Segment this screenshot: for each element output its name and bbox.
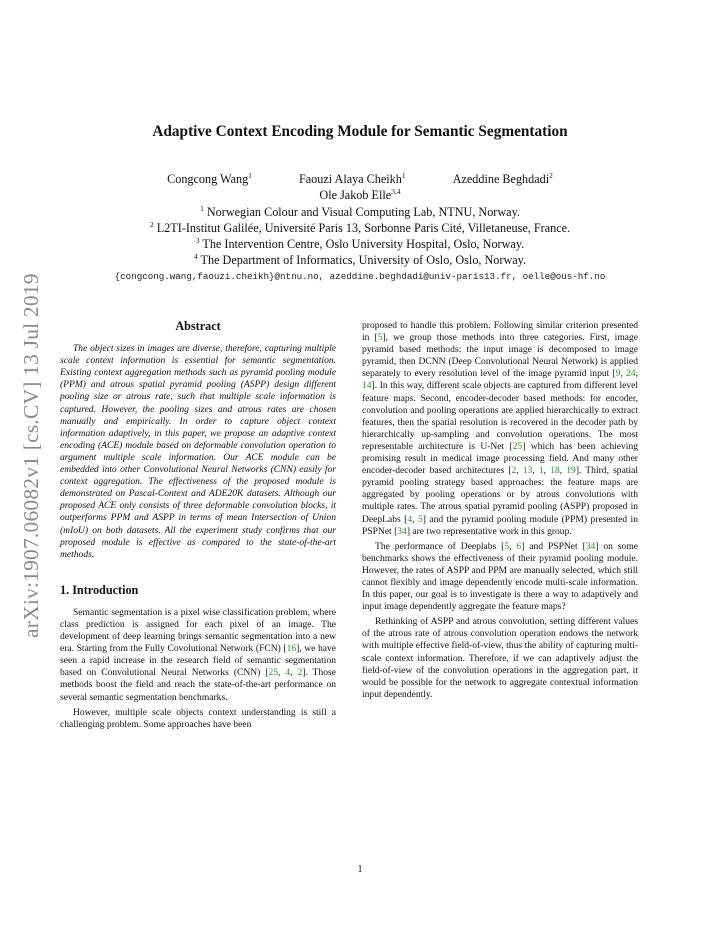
paragraph: Rethinking of ASPP and atrous convolution, setting different values of the atrous rate of atrous convolution operation endows the network with multiple effective field-of-view, thus the ability of capturing multi-scale context information. Therefore, if we can adaptively adjust the field-of-view of the convolution operations in the aggregation part, it would be possible for the network to aggregate contextual information input dependently. <box>362 616 638 700</box>
affil-mark: 1 <box>200 203 204 213</box>
citation-link[interactable]: 16 <box>286 643 297 655</box>
citation-link[interactable]: 5 <box>504 540 510 552</box>
affil-text: Norwegian Colour and Visual Computing Lab, NTNU, Norway. <box>206 205 520 219</box>
page-number: 1 <box>357 864 363 875</box>
text-run: proposed to handle this problem. Following similar criterion presented in [ <box>362 320 638 344</box>
affiliation <box>60 204 660 220</box>
citation-link[interactable]: 34 <box>585 540 596 552</box>
citation-link[interactable]: 1 <box>538 465 544 477</box>
text-run: ], we group those methods into three categories. First, image pyramid based methods: the input image is decomposed to image pyramid, then DCNN (Deep Convolutional Neural Network) is applied separately to every resolution level of the image pyramid input [ <box>362 332 638 380</box>
citation-link[interactable]: 2 <box>297 667 303 679</box>
affiliation <box>60 220 660 236</box>
citation-link[interactable]: 4 <box>407 513 413 525</box>
text-run: The performance of Deeplabs [ <box>375 540 505 552</box>
citation-link[interactable]: 19 <box>566 465 576 477</box>
text-run: ] on some benchmarks shows the effectiveness of their pyramid pooling module. However, the rates of ASPP and PPM are manually selected, which still cannot flexibly and image dependently encode multi-scale information. In this paper, our goal is to investigate is there a way to adaptively and input image dependently aggregate the feature maps? <box>362 540 638 613</box>
author-name: Congcong Wang <box>167 172 249 186</box>
author <box>453 171 553 187</box>
affil-mark: 3 <box>195 235 200 245</box>
author-name: Faouzi Alaya Cheikh <box>298 172 402 186</box>
arxiv-identifier: arXiv:1907.06082v1 [cs.CV] 13 Jul 2019 <box>19 273 43 638</box>
affiliation-list <box>60 204 660 268</box>
citation-link[interactable]: 18 <box>550 465 560 477</box>
affiliation <box>60 236 660 252</box>
author-affil-mark: 1 <box>401 170 406 180</box>
citation-link[interactable]: 13 <box>522 465 533 477</box>
author <box>167 171 252 187</box>
section-heading: 1. Introduction <box>60 582 139 597</box>
citation-link[interactable]: 2 <box>511 465 517 477</box>
paragraph: The performance of Deeplabs [5, 6] and PSPNet [34] on some benchmarks shows the effectiveness of their pyramid pooling module. However, the rates of ASPP and PPM are manually selected, which still cannot flexibly and image dependently encode multi-scale information. In this paper, our goal is to investigate is there a way to adaptively and input image dependently aggregate the feature maps? <box>362 540 638 613</box>
citation-link[interactable]: 25 <box>268 667 279 679</box>
citation-link[interactable]: 24 <box>626 368 636 380</box>
author-affil-mark: 1 <box>248 170 252 180</box>
author <box>299 171 406 187</box>
affil-text: The Intervention Centre, Oslo University Hospital, Oslo, Norway. <box>202 237 525 251</box>
right-column <box>362 320 638 704</box>
citation-link[interactable]: 34 <box>397 525 407 537</box>
citation-link[interactable]: 14 <box>362 380 372 392</box>
text-run: ] which has been achieving promising result in medical image processing field. And many other encoder-decoder based architectures [ <box>362 440 639 477</box>
author-emails: {congcong.wang,faouzi.cheikh}@ntnu.no, azeddine.beghdadi@univ-paris13.fr, oelle@ous-hf.no <box>114 271 606 282</box>
affil-text: L2TI-Institut Galilée, Université Paris 13, Sorbonne Paris Cité, Villetaneuse, France. <box>156 221 571 235</box>
paragraph: However, multiple scale objects context understanding is still a challenging problem. Some approaches have been <box>60 706 336 730</box>
text-run: ] and the pyramid pooling module (PPM) presented in PSPNet [ <box>362 513 638 537</box>
text-run: ], we have seen a rapid increase in the research field of semantic segmentation based on Convolutional Neural Networks (CNN) [ <box>60 643 336 679</box>
author-name: Ole Jakob Elle <box>319 188 392 202</box>
author-name: Azeddine Beghdadi <box>452 172 550 186</box>
left-column <box>60 320 336 734</box>
text-run: ]. Those methods boost the field and reach the state-of-the-art performance on several semantic segmentation benchmarks. <box>60 667 336 703</box>
citation-link[interactable]: 4 <box>285 667 291 679</box>
citation-link[interactable]: 5 <box>377 332 383 344</box>
author <box>60 187 660 203</box>
affil-mark: 2 <box>149 219 154 229</box>
paragraph: Semantic segmentation is a pixel wise classification problem, where class prediction is assigned for each pixel of an image. The development of deep learning brings semantic segmentation into a new era. Starting from the Fully Covolutional Network (FCN) [16], we have seen a rapid increase in the research field of semantic segmentation based on Convolutional Neural Networks (CNN) [25, 4, 2]. Those methods boost the field and reach the state-of-the-art performance on several semantic segmentation benchmarks. <box>60 606 336 703</box>
text-run: ] are two representative work in this group. <box>406 525 572 537</box>
paper-title: Adaptive Context Encoding Module for Semantic Segmentation <box>152 123 568 140</box>
abstract-heading: Abstract <box>175 319 221 333</box>
text-run: ]. In this way, different scale objects are captured from different level feature maps. Second, encoder-decoder based methods: for encoder, convolution and pooling operations are applied hierarchically to extract features, then the spatial resolution is recovered in the decoder path by hierarchically up-sampling and convolution operations. The most representable architecture is U-Net [ <box>362 380 638 452</box>
citation-link[interactable]: 25 <box>512 440 523 452</box>
affil-mark: 4 <box>193 251 198 261</box>
text-run: Semantic segmentation is a pixel wise classification problem, where class prediction is assigned for each pixel of an image. The development of deep learning brings semantic segmentation into a new era. Starting from the Fully Covolutional Network (FCN) [ <box>60 606 336 655</box>
citation-link[interactable]: 9 <box>615 368 621 380</box>
author-affil-mark: 2 <box>549 170 553 180</box>
text-run: ] and PSPNet [ <box>521 540 586 552</box>
affiliation <box>60 252 660 268</box>
author-affil-mark: 3,4 <box>391 186 401 196</box>
citation-link[interactable]: 6 <box>516 540 522 552</box>
paragraph: proposed to handle this problem. Following similar criterion presented in [5], we group those methods into three categories. First, image pyramid based methods: the input image is decomposed to image pyramid, then DCNN (Deep Convolutional Neural Network) is applied separately to every resolution level of the image pyramid input [9, 24, 14]. In this way, different scale objects are captured from different level feature maps. Second, encoder-decoder based methods: for encoder, convolution and pooling operations are applied hierarchically to extract features, then the spatial resolution is recovered in the decoder path by hierarchically up-sampling and convolution operations. The most representable architecture is U-Net [25] which has been achieving promising result in medical image processing field. And many other encoder-decoder based architectures [2, 13, 1, 18, 19]. Third, spatial pyramid pooling strategy based approaches: the feature maps are aggregated by pooling operations or by atrous convolutions with multiple rates. The atrous spatial pyramid pooling (ASPP) proposed in DeepLabs [4, 5] and the pyramid pooling module (PPM) presented in PSPNet [34] are two representative work in this group. <box>362 320 639 537</box>
text-run: ]. Third, spatial pyramid pooling strategy based approaches: the feature maps are aggregated by pooling operations or by atrous convolutions with multiple rates. The atrous spatial pyramid pooling (ASPP) proposed in DeepLabs [ <box>362 465 639 525</box>
citation-link[interactable]: 5 <box>417 513 423 525</box>
affil-text: The Department of Informatics, University of Oslo, Oslo, Norway. <box>200 253 527 267</box>
author-list <box>60 171 660 203</box>
abstract-body: The object sizes in images are diverse, therefore, capturing multiple scale context information is essential for semantic segmentation. Existing context aggregation methods such as pyramid pooling module (PPM) and atrous spatial pyramid pooling (ASPP) design different pooling size or atrous rate, such that multiple scale information is captured. However, the pooling sizes and atrous rates are chosen manually and empirically. In order to capture object context information adaptively, in this paper, we propose an adaptive context encoding (ACE) module based on deformable convolution operation to argument multiple scale information. Our ACE module can be embedded into other Convolutional Neural Networks (CNN) easily for context aggregation. The effectiveness of the proposed module is demonstrated on Pascal-Context and ADE20K datasets. Although our proposed ACE only consists of three deformable convolution blocks, it outperforms PPM and ASPP in terms of mean Intersection of Union (mIoU) on both datasets. All the experiment study confirms that our proposed module is effective as compared to the state-of-the-art methods. <box>60 343 336 560</box>
